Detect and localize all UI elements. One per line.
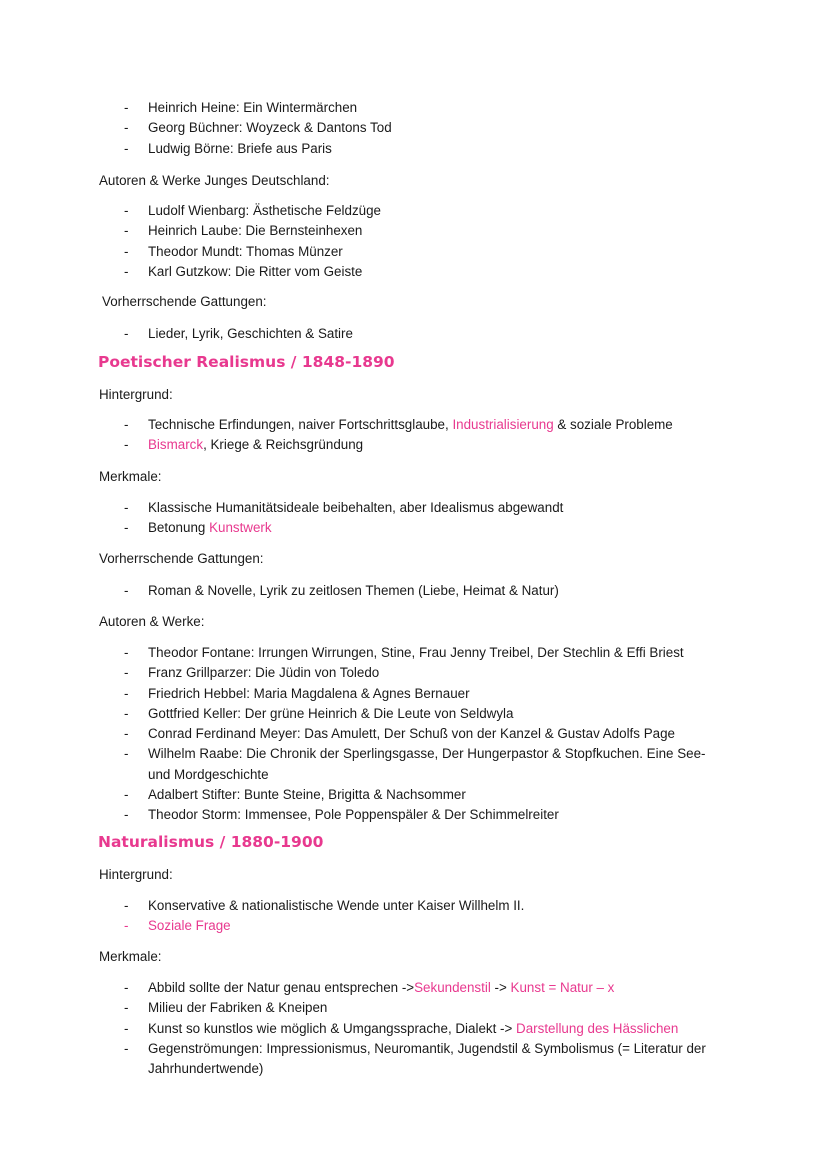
author-list-realismus — [0, 643, 728, 826]
highlight-soziale-frage: Soziale Frage — [148, 918, 231, 934]
list-item: - Konservative & nationalistische Wende unter Kaiser Willhelm II. — [124, 898, 525, 913]
list-item: - Milieu der Fabriken & Kneipen — [124, 1000, 328, 1016]
highlight-kunst-natur: Kunst = Natur – x — [510, 980, 615, 995]
background-list-naturalismus — [0, 896, 728, 937]
label-genres-junges-deutschland: Vorherrschende Gattungen: — [102, 294, 267, 309]
genre-list-junges-deutschland — [0, 324, 728, 344]
label-authors-junges-deutschland: Autoren & Werke Junges Deutschland: — [99, 173, 330, 188]
list-item: - Bismarck, Kriege & Reichsgründung — [124, 437, 364, 453]
list-item: - Theodor Fontane: Irrungen Wirrungen, Stine, Frau Jenny Treibel, Der Stechlin & Effi Briest — [124, 645, 684, 660]
list-item: - Franz Grillparzer: Die Jüdin von Toledo — [124, 665, 380, 681]
list-item: - Klassische Humanitätsideale beibehalten, aber Idealismus abgewandt — [124, 500, 564, 515]
author-list-vormaerz — [0, 98, 728, 159]
genre-list-realismus — [0, 581, 728, 601]
label-features-realismus: Merkmale: — [99, 469, 162, 484]
highlight-darstellung-des-haesslichen: Darstellung des Hässlichen — [516, 1020, 679, 1036]
list-item: - Adalbert Stifter: Bunte Steine, Brigitta & Nachsommer — [124, 787, 466, 803]
heading-naturalismus: Naturalismus / 1880-1900 — [98, 833, 324, 851]
label-features-naturalismus: Merkmale: — [99, 949, 162, 964]
list-item: - Karl Gutzkow: Die Ritter vom Geiste — [124, 263, 363, 279]
highlight-kunstwerk: Kunstwerk — [209, 520, 272, 536]
highlight-industrialisierung: Industrialisierung — [452, 417, 554, 432]
list-item: - Friedrich Hebbel: Maria Magdalena & Agnes Bernauer — [124, 685, 470, 701]
list-item: - Kunst so kunstlos wie möglich & Umgangssprache, Dialekt -> Darstellung des Hässlichen — [124, 1020, 679, 1036]
list-item: - Conrad Ferdinand Meyer: Das Amulett, Der Schuß von der Kanzel & Gustav Adolfs Page — [124, 726, 675, 742]
list-item: - Wilhelm Raabe: Die Chronik der Sperlingsgasse, Der Hungerpastor & Stopfkuchen. Eine See- und Mordgeschichte — [124, 746, 706, 782]
list-item: - Heinrich Laube: Die Bernsteinhexen — [124, 223, 363, 239]
list-item: - Technische Erfindungen, naiver Fortschrittsglaube, Industrialisierung & soziale Probleme — [124, 417, 673, 432]
features-list-realismus — [0, 498, 728, 539]
list-item: - Roman & Novelle, Lyrik zu zeitlosen Themen (Liebe, Heimat & Natur) — [124, 583, 559, 598]
list-item: - Ludolf Wienbarg: Ästhetische Feldzüge — [124, 203, 381, 218]
heading-poetischer-realismus: Poetischer Realismus / 1848-1890 — [98, 353, 395, 371]
list-item: - Heinrich Heine: Ein Wintermärchen — [124, 100, 358, 115]
label-background-naturalismus: Hintergrund: — [99, 867, 173, 882]
list-item: - Gottfried Keller: Der grüne Heinrich & Die Leute von Seldwyla — [124, 705, 514, 721]
list-item: - Theodor Mundt: Thomas Münzer — [124, 243, 343, 259]
list-item: - Abbild sollte der Natur genau entsprechen ->Sekundenstil -> Kunst = Natur – x — [124, 980, 615, 995]
highlight-bismarck: Bismarck — [148, 437, 204, 453]
list-item: - Betonung Kunstwerk — [124, 520, 272, 536]
background-list-realismus — [0, 415, 728, 456]
label-authors-realismus: Autoren & Werke: — [99, 614, 205, 629]
list-item: - Lieder, Lyrik, Geschichten & Satire — [124, 326, 353, 341]
highlight-sekundenstil: Sekundenstil — [414, 980, 491, 995]
list-item: - Theodor Storm: Immensee, Pole Poppenspäler & Der Schimmelreiter — [124, 807, 559, 823]
list-item: - Gegenströmungen: Impressionismus, Neuromantik, Jugendstil & Symbolismus (= Literatur der Jahrhundertwende) — [124, 1040, 706, 1077]
features-list-naturalismus — [0, 978, 728, 1079]
label-genres-realismus: Vorherrschende Gattungen: — [99, 551, 264, 566]
list-item: - Soziale Frage — [124, 918, 231, 934]
list-item: - Georg Büchner: Woyzeck & Dantons Tod — [124, 120, 392, 136]
label-background-realismus: Hintergrund: — [99, 387, 173, 402]
author-list-junges-deutschland — [0, 201, 728, 282]
list-item: - Ludwig Börne: Briefe aus Paris — [124, 140, 332, 156]
